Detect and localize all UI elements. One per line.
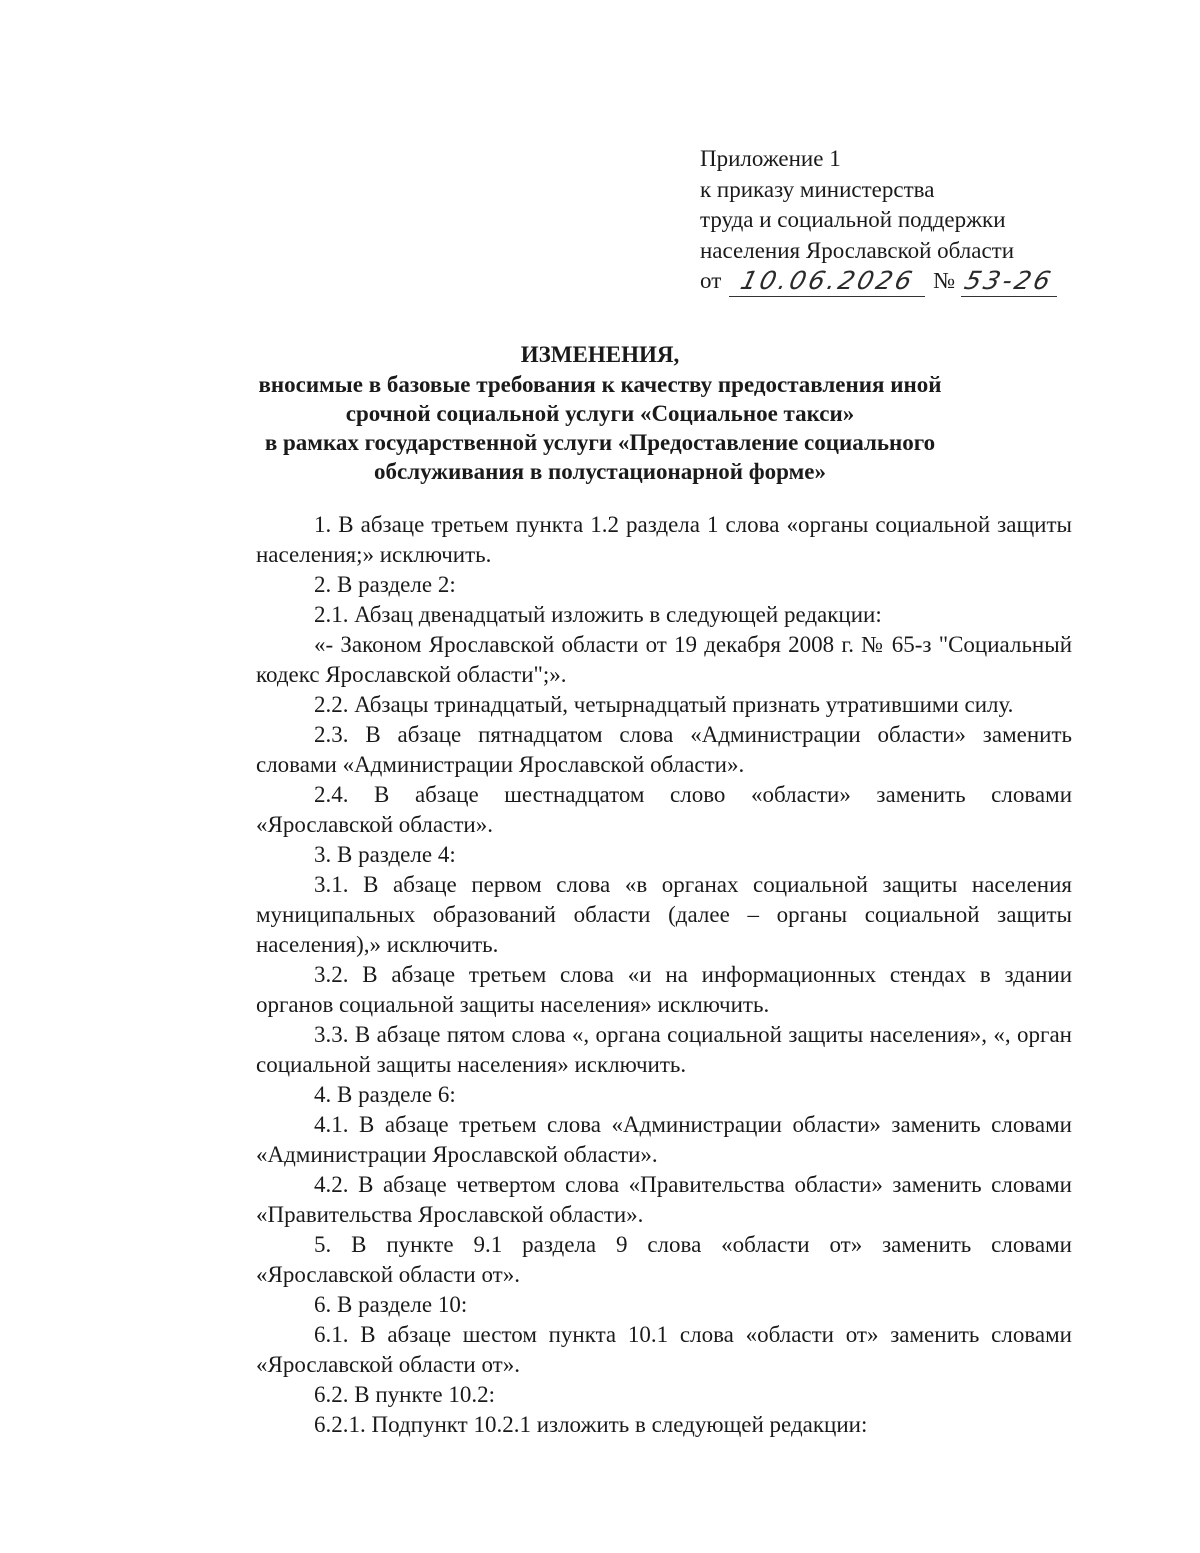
title-subtitle-line: срочной социальной услуги «Социальное такси» — [345, 401, 855, 426]
appendix-block — [700, 144, 1120, 297]
paragraph: 1. В абзаце третьем пункта 1.2 раздела 1 слова «органы социальной защиты населения;» исключить. — [256, 512, 1072, 567]
document-title — [240, 340, 960, 486]
document-body — [256, 510, 1072, 1440]
paragraph: 4. В разделе 6: — [314, 1082, 456, 1107]
paragraph: 3.3. В абзаце пятом слова «, органа социальной защиты населения», «, орган социальной защиты населения» исключить. — [256, 1022, 1072, 1077]
date-field — [729, 265, 925, 297]
paragraph: 2. В разделе 2: — [314, 572, 456, 597]
paragraph: 6.2. В пункте 10.2: — [314, 1382, 495, 1407]
appendix-line: населения Ярославской области — [700, 237, 1015, 263]
paragraph: 6.2.1. Подпункт 10.2.1 изложить в следующей редакции: — [314, 1412, 868, 1437]
number-field — [961, 265, 1057, 297]
paragraph: 4.2. В абзаце четвертом слова «Правительства области» заменить словами «Правительства Ярославской области». — [256, 1172, 1072, 1227]
handwritten-date: 10.06.2026 — [737, 265, 918, 295]
paragraph: 2.1. Абзац двенадцатый изложить в следующей редакции: — [314, 602, 882, 627]
paragraph: 2.2. Абзацы тринадцатый, четырнадцатый признать утратившими силу. — [314, 692, 1014, 717]
handwritten-number: 53-26 — [961, 265, 1057, 295]
date-prefix: от — [700, 268, 722, 293]
paragraph: 4.1. В абзаце третьем слова «Администрации области» заменить словами «Администрации Ярославской области». — [256, 1112, 1072, 1167]
title-subtitle-line: вносимые в базовые требования к качеству предоставления иной — [258, 372, 942, 397]
paragraph: 3.1. В абзаце первом слова «в органах социальной защиты населения муниципальных образований области (далее – органы социальной защиты населения),» исключить. — [256, 872, 1072, 957]
paragraph: 6.1. В абзаце шестом пункта 10.1 слова «области от» заменить словами «Ярославской области от». — [256, 1322, 1072, 1377]
paragraph: 3.2. В абзаце третьем слова «и на информационных стендах в здании органов социальной защиты населения» исключить. — [256, 962, 1072, 1017]
appendix-line: к приказу министерства — [700, 176, 935, 202]
paragraph: «- Законом Ярославской области от 19 декабря 2008 г. № 65-з "Социальный кодекс Ярославской области";». — [256, 632, 1072, 687]
paragraph: 3. В разделе 4: — [314, 842, 456, 867]
paragraph: 2.3. В абзаце пятнадцатом слова «Администрации области» заменить словами «Администрации Ярославской области». — [256, 722, 1072, 777]
appendix-title: Приложение 1 — [700, 146, 841, 171]
title-heading: ИЗМЕНЕНИЯ, — [520, 342, 680, 367]
appendix-date-number-line — [700, 266, 1120, 297]
appendix-line: труда и социальной поддержки — [700, 207, 1006, 232]
paragraph: 5. В пункте 9.1 раздела 9 слова «области от» заменить словами «Ярославской области от». — [256, 1232, 1072, 1287]
paragraph: 2.4. В абзаце шестнадцатом слово «области» заменить словами «Ярославской области». — [256, 782, 1072, 837]
title-subtitle-line: обслуживания в полустационарной форме» — [374, 459, 826, 484]
paragraph: 6. В разделе 10: — [314, 1292, 468, 1317]
title-subtitle-line: в рамках государственной услуги «Предоставление социального — [264, 430, 936, 455]
number-prefix: № — [933, 268, 956, 293]
